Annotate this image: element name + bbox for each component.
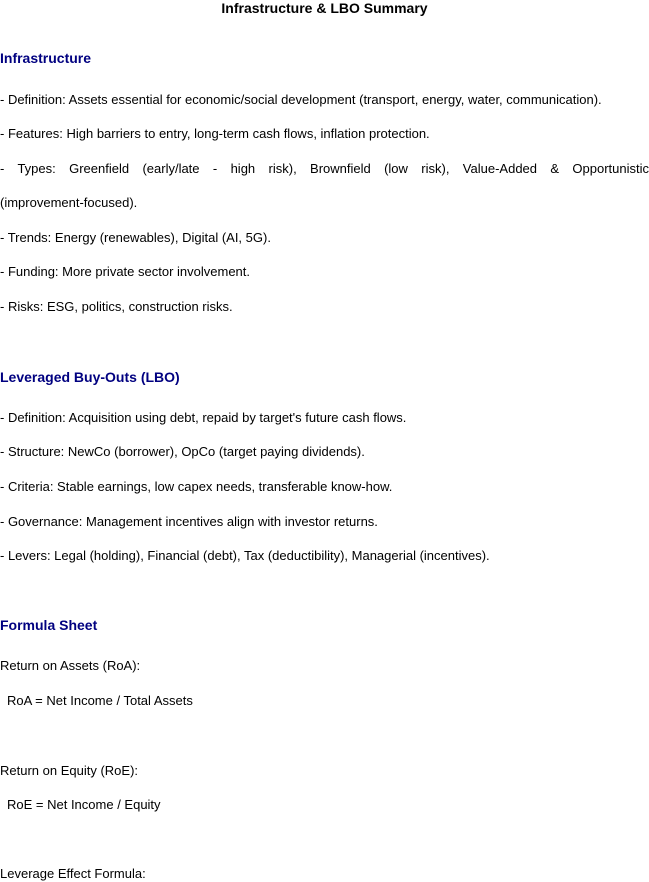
infrastructure-funding: - Funding: More private sector involvement. (0, 264, 250, 279)
lbo-levers: - Levers: Legal (holding), Financial (debt), Tax (deductibility), Managerial (incentives). (0, 548, 490, 563)
roe-formula: RoE = Net Income / Equity (7, 797, 161, 812)
document-title: Infrastructure & LBO Summary (221, 0, 428, 16)
lbo-structure: - Structure: NewCo (borrower), OpCo (target paying dividends). (0, 444, 365, 459)
leverage-effect-label: Leverage Effect Formula: (0, 866, 146, 881)
lbo-heading: Leveraged Buy-Outs (LBO) (0, 369, 180, 385)
roe-label: Return on Equity (RoE): (0, 763, 139, 778)
formula-sheet-heading: Formula Sheet (0, 617, 98, 633)
lbo-definition: - Definition: Acquisition using debt, repaid by target's future cash flows. (0, 410, 407, 425)
roa-formula: RoA = Net Income / Total Assets (7, 693, 193, 708)
infrastructure-features: - Features: High barriers to entry, long-term cash flows, inflation protection. (0, 126, 430, 141)
infrastructure-trends: - Trends: Energy (renewables), Digital (AI, 5G). (0, 230, 271, 245)
infrastructure-heading: Infrastructure (0, 50, 92, 66)
lbo-governance: - Governance: Management incentives align with investor returns. (0, 514, 378, 529)
infrastructure-types-line2: (improvement-focused). (0, 195, 138, 210)
roa-label: Return on Assets (RoA): (0, 658, 141, 673)
infrastructure-types-line1: - Types: Greenfield (early/late - high risk), Brownfield (low risk), Value-Added & Opportunistic (0, 161, 649, 176)
infrastructure-definition: - Definition: Assets essential for economic/social development (transport, energy, water, communication). (0, 92, 602, 107)
lbo-criteria: - Criteria: Stable earnings, low capex needs, transferable know-how. (0, 479, 393, 494)
infrastructure-risks: - Risks: ESG, politics, construction risks. (0, 299, 233, 314)
